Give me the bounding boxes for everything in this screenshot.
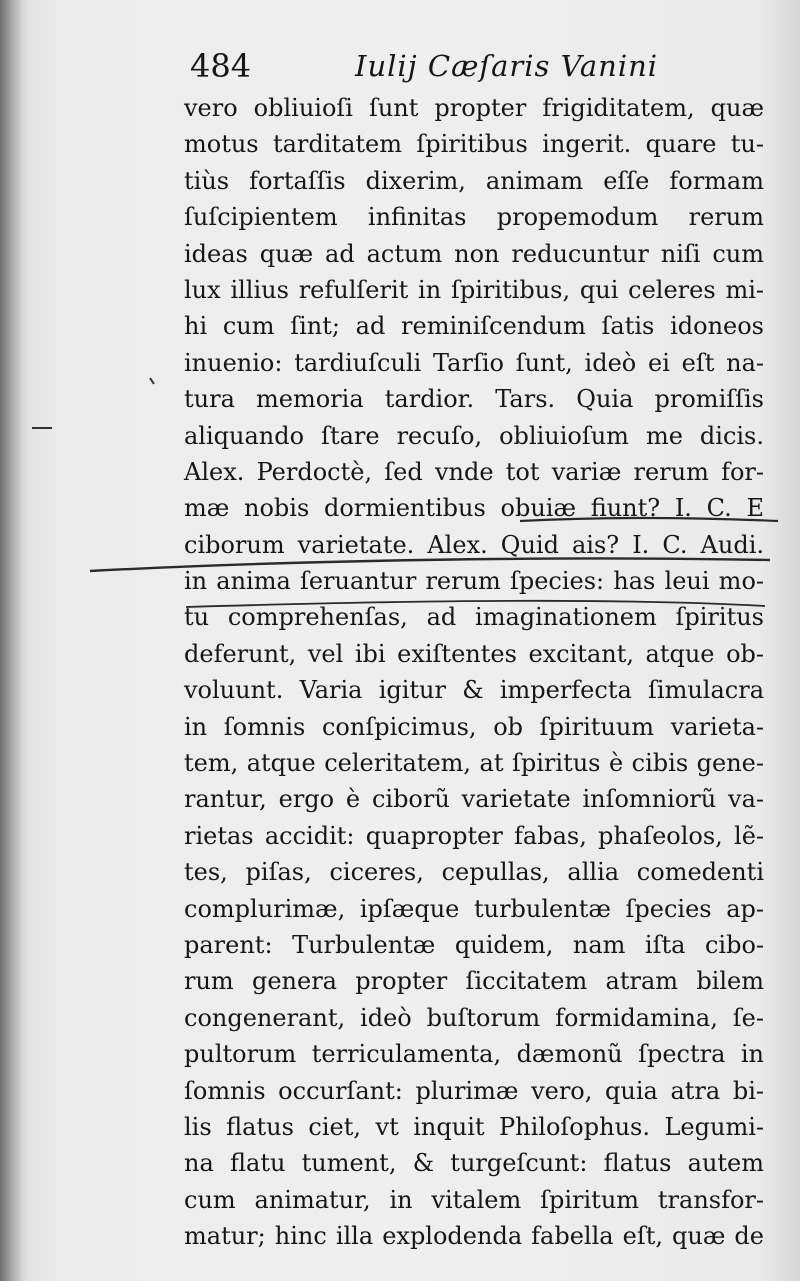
text-line: ideas quæ ad actum non reducuntur niſi cum <box>184 239 764 268</box>
text-line: Alex. Perdoctè, ſed vnde tot variæ rerum for- <box>184 457 764 486</box>
text-line: aliquando ſtare recuſo, obliuioſum me dicis. <box>184 421 764 450</box>
text-line: tem, atque celeritatem, at ſpiritus è cibis gene- <box>184 749 764 778</box>
text-line: ciborum varietate. Alex. Quid ais? I. C. Audi. <box>184 530 764 559</box>
text-line: deferunt, vel ibi exiſtentes excitant, atque ob- <box>184 639 764 668</box>
text-line: rum genera propter ſiccitatem atram bilem <box>184 967 764 996</box>
text-line: in ſomnis conſpicimus, ob ſpirituum varieta- <box>184 712 764 741</box>
text-line: matur; hinc illa explodenda fabella eſt, quæ de <box>184 1222 764 1251</box>
text-line: ſuſcipientem infinitas propemodum rerum <box>184 203 764 232</box>
text-line: complurimæ, ipſæque turbulentæ ſpecies ap- <box>184 894 764 923</box>
text-line: congenerant, ideò buſtorum formidamina, ſe- <box>184 1003 764 1032</box>
text-line: tes, piſas, ciceres, cepullas, allia comedenti <box>184 858 764 887</box>
text-line: cum animatur, in vitalem ſpiritum transfor- <box>184 1185 764 1214</box>
text-line: in anima ſeruantur rerum ſpecies: has leui mo- <box>184 567 764 596</box>
running-head: Iulij Cæſaris Vanini <box>355 49 659 83</box>
text-line: tura memoria tardior. Tars. Quia promiſſis <box>184 385 764 414</box>
text-line: hi cum ſint; ad reminiſcendum ſatis idoneos <box>184 312 764 341</box>
body-text <box>184 90 764 1255</box>
text-line: inuenio: tardiuſculi Tarſio ſunt, ideò ei eſt na- <box>184 348 764 377</box>
page-header <box>190 44 660 88</box>
text-line: lux illius refulſerit in ſpiritibus, qui celeres mi- <box>184 275 764 304</box>
text-line: ſomnis occurſant: plurimæ vero, quia atra bi- <box>184 1076 764 1105</box>
page-number: 484 <box>190 47 252 85</box>
text-line: voluunt. Varia igitur & imperfecta ſimulacra <box>184 676 764 705</box>
text-line: parent: Turbulentæ quidem, nam iſta cibo- <box>184 930 764 959</box>
text-line: motus tarditatem ſpiritibus ingerit. quare tu- <box>184 130 764 159</box>
text-line: na flatu tument, & turgeſcunt: flatus autem <box>184 1149 764 1178</box>
text-line: pultorum terriculamenta, dæmonũ ſpectra in <box>184 1040 764 1069</box>
text-line: lis flatus ciet, vt inquit Philoſophus. Legumi- <box>184 1112 764 1141</box>
text-line: tu comprehenſas, ad imaginationem ſpiritus <box>184 603 764 632</box>
text-line: mæ nobis dormientibus obuiæ fiunt? I. C. E <box>184 494 764 523</box>
book-gutter <box>0 0 22 1281</box>
text-line: vero obliuioſi ſunt propter frigiditatem, quæ <box>184 94 764 122</box>
margin-dot-mark <box>150 378 154 384</box>
text-line: tiùs fortaſſis dixerim, animam eſſe formam <box>184 166 764 195</box>
text-line: rantur, ergo è ciborũ varietate inſomniorũ va- <box>184 785 764 814</box>
text-line: rietas accidit: quapropter fabas, phaſeolos, lẽ- <box>184 821 764 850</box>
